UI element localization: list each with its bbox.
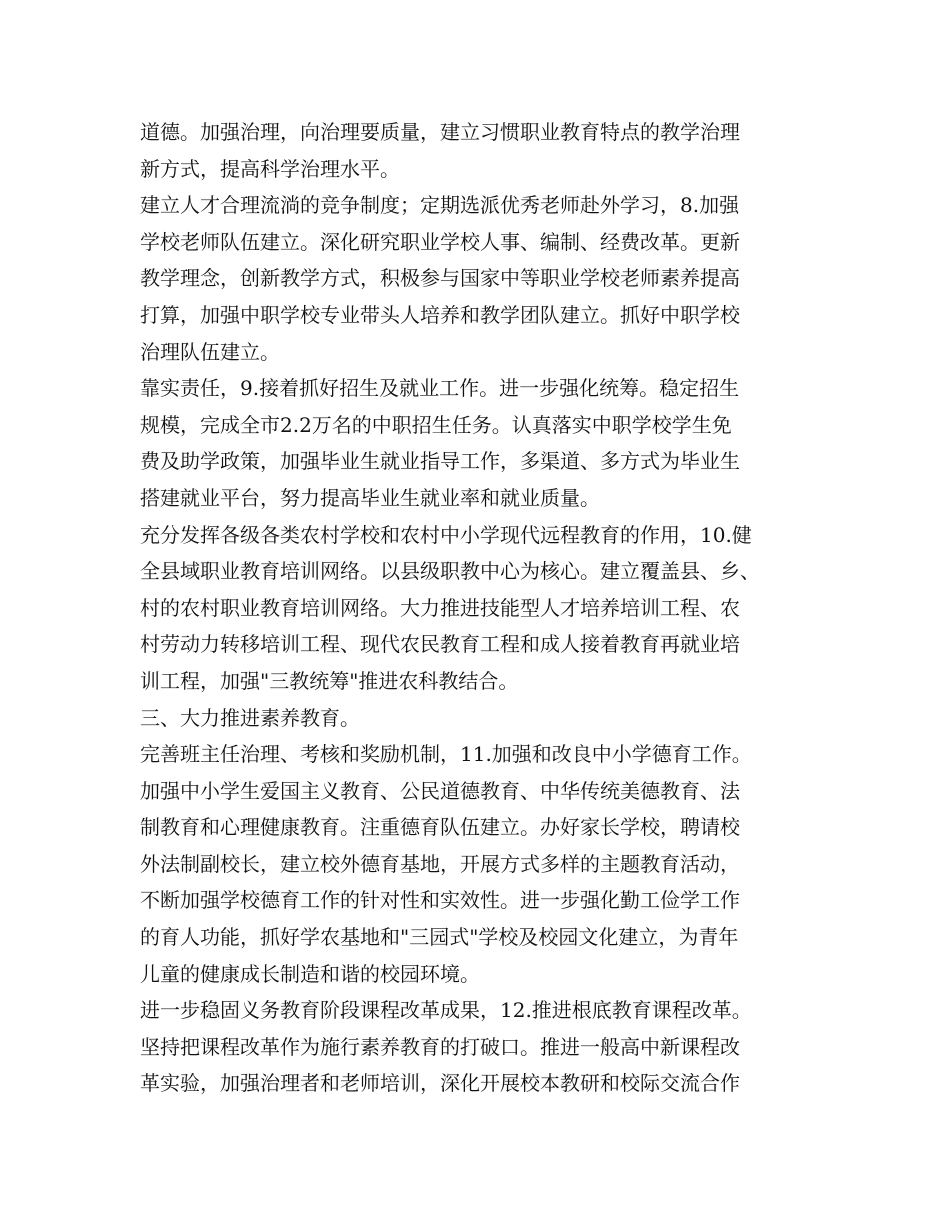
text-line: 费及助学政策，加强毕业生就业指导工作，多渠道、多方式为毕业生	[140, 449, 740, 474]
text-line: 搭建就业平台，努力提高毕业生就业率和就业质量。	[140, 485, 600, 510]
text-line: 道德。加强治理，向治理要质量，建立习惯职业教育特点的教学治理	[140, 120, 740, 144]
text-line: 村劳动力转移培训工程、现代农民教育工程和成人接着教育再就业培	[140, 632, 740, 657]
text-line: 进一步稳固义务教育阶段课程改革成果，12.推进根底教育课程改革。	[140, 998, 752, 1023]
text-line: 完善班主任治理、考核和奖励机制，11.加强和改良中小学德育工作。	[140, 742, 752, 767]
text-line: 加强中小学生爱国主义教育、公民道德教育、中华传统美德教育、法	[140, 778, 740, 803]
text-line: 全县域职业教育培训网络。以县级职教中心为核心。建立覆盖县、乡、	[140, 559, 760, 584]
text-line: 不断加强学校德育工作的针对性和实效性。进一步强化勤工俭学工作	[140, 888, 740, 913]
text-line: 训工程，加强"三教统筹"推进农科教结合。	[140, 668, 519, 693]
text-line: 靠实责任，9.接着抓好招生及就业工作。进一步强化统筹。稳定招生	[140, 376, 740, 401]
text-line: 治理队伍建立。	[140, 339, 280, 364]
text-line: 学校老师队伍建立。深化研究职业学校人事、编制、经费改革。更新	[140, 229, 740, 254]
text-line: 村的农村职业教育培训网络。大力推进技能型人才培养培训工程、农	[140, 595, 740, 620]
text-line: 制教育和心理健康教育。注重德育队伍建立。办好家长学校，聘请校	[140, 815, 740, 840]
text-line: 的育人功能，抓好学农基地和"三园式"学校及校园文化建立，为青年	[140, 925, 739, 950]
document-body	[140, 114, 840, 1102]
text-line: 新方式，提高科学治理水平。	[140, 156, 400, 181]
text-line: 外法制副校长，建立校外德育基地，开展方式多样的主题教育活动，	[140, 851, 740, 876]
text-line: 建立人才合理流淌的竞争制度；定期选派优秀老师赴外学习，8.加强	[140, 193, 740, 218]
text-line: 充分发挥各级各类农村学校和农村中小学现代远程教育的作用，10.健	[140, 522, 752, 547]
text-line: 革实验，加强治理者和老师培训，深化开展校本教研和校际交流合作	[140, 1071, 740, 1096]
text-line: 规模，完成全市2.2万名的中职招生任务。认真落实中职学校学生免	[140, 412, 732, 437]
section-heading: 三、大力推进素养教育。	[140, 705, 360, 730]
text-line: 坚持把课程改革作为施行素养教育的打破口。推进一般高中新课程改	[140, 1034, 740, 1059]
text-line: 打算，加强中职学校专业带头人培养和教学团队建立。抓好中职学校	[140, 302, 740, 327]
text-line: 儿童的健康成长制造和谐的校园环境。	[140, 961, 480, 986]
text-line: 教学理念，创新教学方式，积极参与国家中等职业学校老师素养提高	[140, 266, 740, 291]
